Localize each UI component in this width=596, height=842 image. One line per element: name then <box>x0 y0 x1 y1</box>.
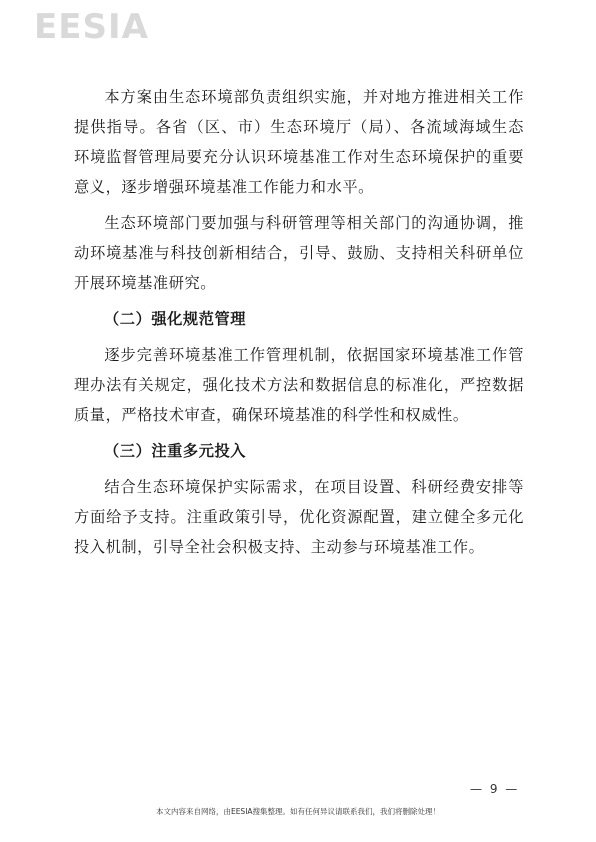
section-heading-diversified-investment: （三）注重多元投入 <box>104 442 247 460</box>
document-body <box>74 82 524 568</box>
paragraph-standardized-management: 逐步完善环境基准工作管理机制，依据国家环境基准工作管理办法有关规定，强化技术方法和数据信息的标准化，严控数据质量，严格技术审查，确保环境基准的科学性和权威性。 <box>74 346 524 424</box>
section-heading-standardized-management: （二）强化规范管理 <box>104 310 247 328</box>
paragraph-coordination: 生态环境部门要加强与科研管理等相关部门的沟通协调，推动环境基准与科技创新相结合，引导、鼓励、支持相关科研单位开展环境基准研究。 <box>74 214 524 292</box>
paragraph-implementation: 本方案由生态环境部负责组织实施，并对地方推进相关工作提供指导。各省（区、市）生态环境厅（局）、各流域海域生态环境监督管理局要充分认识环境基准工作对生态环境保护的重要意义，逐步增强环境基准工作能力和水平。 <box>74 88 524 196</box>
paragraph-diversified-investment: 结合生态环境保护实际需求，在项目设置、科研经费安排等方面给予支持。注重政策引导，优化资源配置，建立健全多元化投入机制，引导全社会积极支持、主动参与环境基准工作。 <box>74 478 524 556</box>
page-number: — 9 — <box>470 782 520 796</box>
footer-disclaimer: 本文内容来自网络，由EESIA搜集整理。如有任何异议请联系我们，我们将删除处理！ <box>155 807 441 816</box>
eesia-logo: EESIA <box>34 7 149 47</box>
